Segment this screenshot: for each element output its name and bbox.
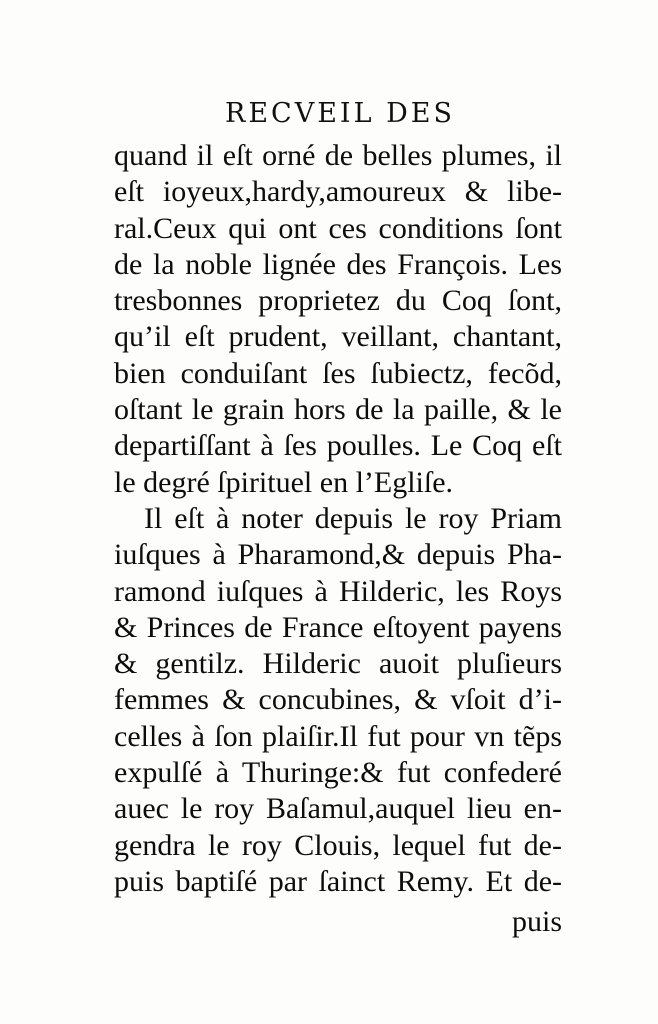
text-line: & Princes de France eſtoyent payens (114, 610, 562, 644)
text-line: ramond iuſques à Hilderic, les Roys (114, 574, 562, 608)
text-line: qu’il eſt prudent, veillant, chantant, (114, 320, 562, 354)
body-text (114, 138, 562, 900)
text-line: bien conduiſant ſes ſubiectz, fecõd, (114, 356, 562, 390)
text-line: tresbonnes proprietez du Coq ſont, (114, 284, 562, 318)
text-line: & gentilz. Hilderic auoit pluſieurs (114, 647, 562, 681)
text-line: oſtant le grain hors de la paille, & le (114, 393, 562, 427)
text-line: le degré ſpirituel en l’Egliſe. (114, 465, 454, 499)
text-line: iuſques à Pharamond,& depuis Pha- (114, 538, 562, 572)
text-line: gendra le roy Clouis, lequel fut de- (114, 828, 562, 862)
text-line: departiſſant à ſes poulles. Le Coq eſt (114, 429, 562, 463)
paragraph-start-line: Il eſt à noter depuis le roy Priam (144, 501, 562, 535)
text-line: femmes & concubines, & vſoit d’i- (114, 683, 562, 717)
text-line: expulſé à Thuringe:& fut confederé (114, 756, 562, 790)
text-line: puis baptiſé par ſainct Remy. Et de- (114, 864, 562, 898)
text-line: de la noble lignée des François. Les (114, 247, 562, 281)
text-line: auec le roy Baſamul,auquel lieu en- (114, 792, 562, 826)
text-line: quand il eſt orné de belles plumes, il (114, 139, 562, 172)
text-line: ral.Ceux qui ont ces conditions ſont (114, 211, 562, 245)
text-line: celles à ſon plaiſir.Il fut pour vn tẽps (114, 719, 562, 753)
catchword: puis (511, 905, 562, 938)
text-line: eſt ioyeux,hardy,amoureux & libe- (114, 175, 562, 209)
running-head: RECVEIL DES (225, 98, 455, 129)
